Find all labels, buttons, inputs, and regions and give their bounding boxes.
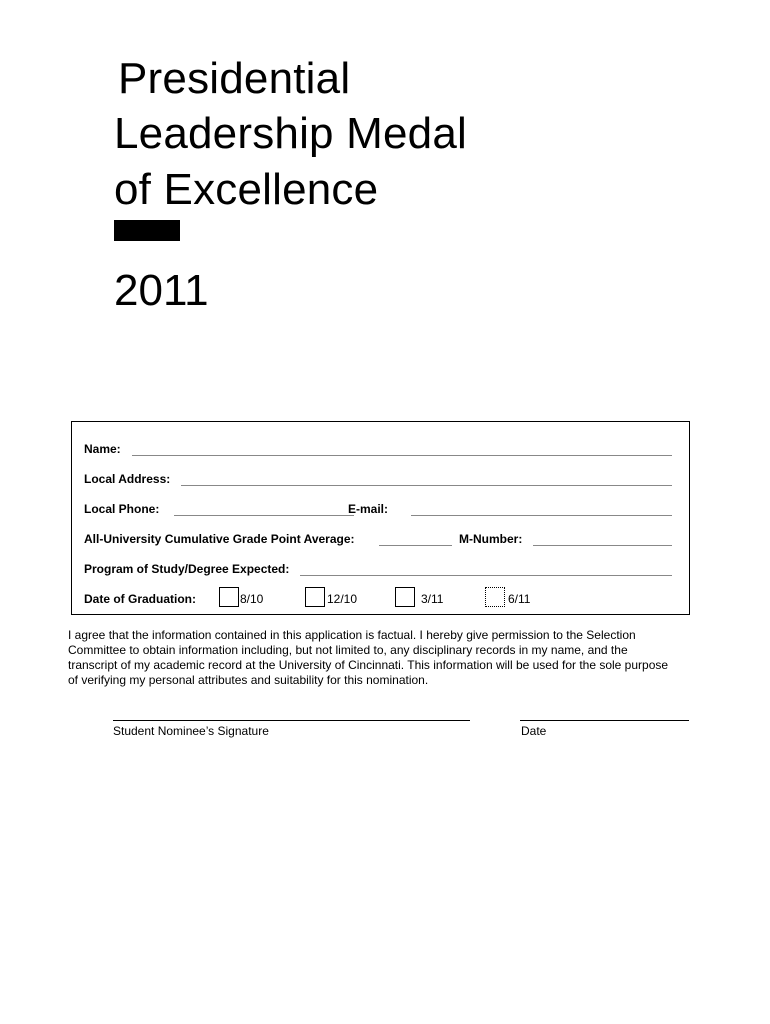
graduation-checkbox-1[interactable] — [219, 587, 239, 607]
local-address-field[interactable] — [181, 485, 672, 486]
email-field[interactable] — [411, 515, 672, 516]
gpa-field[interactable] — [379, 545, 452, 546]
name-field[interactable] — [132, 455, 672, 456]
graduation-checkbox-3[interactable] — [395, 587, 415, 607]
signature-label: Student Nominee’s Signature — [113, 724, 269, 738]
local-phone-label: Local Phone: — [84, 502, 160, 516]
graduation-option-1: 8/10 — [240, 592, 264, 606]
agreement-line-4: of verifying my personal attributes and suitability for this nomination. — [68, 673, 429, 687]
local-address-label: Local Address: — [84, 472, 171, 486]
program-field[interactable] — [300, 575, 672, 576]
title-line-2: Leadership Medal — [114, 109, 467, 158]
date-field[interactable] — [520, 720, 689, 721]
gpa-label: All-University Cumulative Grade Point Average: — [84, 532, 355, 546]
agreement-line-3: transcript of my academic record at the University of Cincinnati. This information will be used for the sole purpose — [68, 658, 669, 672]
graduation-checkbox-4[interactable] — [485, 587, 505, 607]
nomination-form — [71, 421, 690, 615]
mnumber-field[interactable] — [533, 545, 672, 546]
signature-field[interactable] — [113, 720, 470, 721]
graduation-option-3: 3/11 — [421, 592, 444, 606]
redaction-bar — [114, 220, 180, 241]
local-phone-field[interactable] — [174, 515, 354, 516]
graduation-label: Date of Graduation: — [84, 592, 197, 606]
graduation-option-4: 6/11 — [508, 592, 531, 606]
agreement-line-2: Committee to obtain information including, but not limited to, any disciplinary records in my name, and the — [68, 643, 628, 657]
graduation-option-2: 12/10 — [327, 592, 358, 606]
date-label: Date — [521, 724, 547, 738]
agreement-line-1: I agree that the information contained in this application is factual. I hereby give permission to the Selection — [68, 628, 636, 642]
mnumber-label: M-Number: — [459, 532, 523, 546]
email-label: E-mail: — [348, 502, 389, 516]
graduation-checkbox-2[interactable] — [305, 587, 325, 607]
program-label: Program of Study/Degree Expected: — [84, 562, 290, 576]
title-line-1: Presidential — [118, 54, 351, 103]
title-year: 2011 — [114, 266, 209, 315]
agreement-text — [68, 628, 708, 688]
title-line-3: of Excellence — [114, 165, 379, 214]
name-label: Name: — [84, 442, 121, 456]
